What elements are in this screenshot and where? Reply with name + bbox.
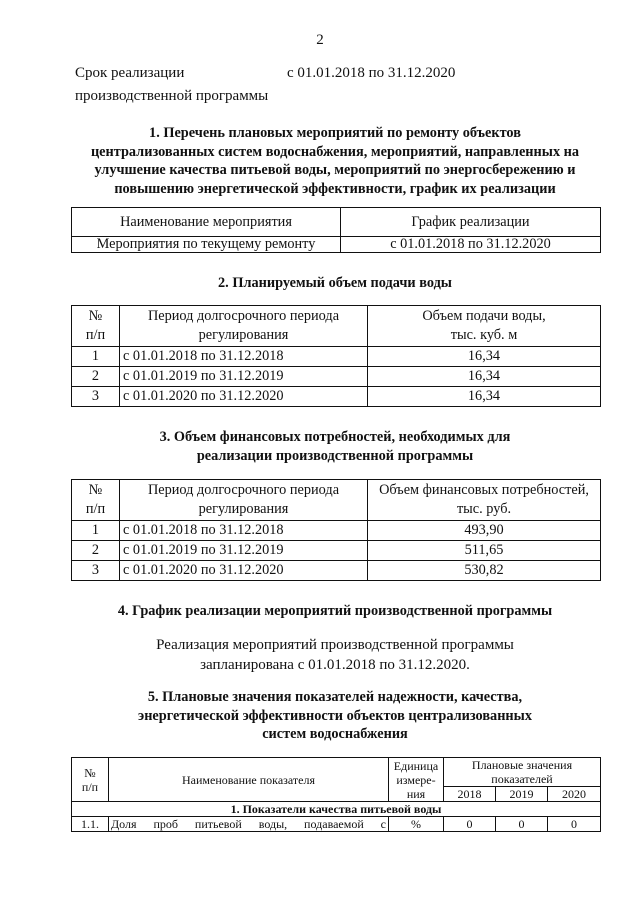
- activity-schedule: с 01.01.2018 по 31.12.2020: [341, 237, 601, 253]
- row-num: 1.1.: [72, 817, 109, 832]
- row-period: с 01.01.2020 по 31.12.2020: [120, 387, 368, 407]
- section3-heading: [55, 428, 615, 465]
- header-unit: Единица измере- ния: [389, 758, 444, 802]
- row-num: 3: [72, 561, 120, 581]
- activities-table: [71, 207, 601, 253]
- header-year: 2019: [496, 787, 548, 802]
- activities-header-name: Наименование мероприятия: [72, 208, 341, 237]
- table-row: [72, 541, 601, 561]
- term-label: [75, 62, 268, 108]
- activity-name: Мероприятия по текущему ремонту: [72, 237, 341, 253]
- indicators-table: [71, 757, 601, 832]
- row-period: с 01.01.2018 по 31.12.2018: [120, 347, 368, 367]
- financial-needs-table: [71, 479, 601, 581]
- section5-heading-line: систем водоснабжения: [262, 726, 408, 742]
- section1-heading-line: централизованных систем водоснабжения, мероприятий, направленных на: [90, 143, 580, 160]
- section4-heading: 4. График реализации мероприятий производственной программы: [117, 603, 553, 619]
- section1-heading-line: повышению энергетической эффективности, график их реализации: [114, 180, 556, 197]
- section4-text-line: запланирована с 01.01.2018 по 31.12.2020.: [200, 657, 470, 673]
- header-num: № п/п: [72, 480, 120, 521]
- row-value-2018: 0: [444, 817, 496, 832]
- row-value: 493,90: [368, 521, 601, 541]
- row-value: 16,34: [368, 347, 601, 367]
- section1-heading-line: улучшение качества питьевой воды, мероприятий по энергосбережению и: [94, 162, 576, 178]
- header-period: Период долгосрочного периода регулирования: [120, 480, 368, 521]
- table-row: [72, 387, 601, 407]
- row-indicator-name: Доля проб питьевой воды, подаваемой с: [109, 817, 389, 832]
- table-row: [72, 817, 601, 832]
- row-period: с 01.01.2019 по 31.12.2019: [120, 541, 368, 561]
- row-period: с 01.01.2020 по 31.12.2020: [120, 561, 368, 581]
- table-row: [72, 521, 601, 541]
- group-row: 1. Показатели качества питьевой воды: [72, 802, 601, 817]
- row-period: с 01.01.2019 по 31.12.2019: [120, 367, 368, 387]
- section2-heading: 2. Планируемый объем подачи воды: [218, 275, 452, 291]
- row-period: с 01.01.2018 по 31.12.2018: [120, 521, 368, 541]
- header-num: № п/п: [72, 306, 120, 347]
- section4-text-line: Реализация мероприятий производственной программы: [156, 637, 514, 653]
- row-value: 16,34: [368, 387, 601, 407]
- row-num: 2: [72, 541, 120, 561]
- term-label-line2: производственной программы: [75, 88, 269, 104]
- row-num: 1: [72, 347, 120, 367]
- header-num: № п/п: [72, 758, 109, 802]
- header-period: Период долгосрочного периода регулирования: [120, 306, 368, 347]
- term-label-line1: Срок реализации: [75, 65, 185, 81]
- table-row: [72, 237, 601, 253]
- header-finance: Объем финансовых потребностей, тыс. руб.: [368, 480, 601, 521]
- section3-heading-line: 3. Объем финансовых потребностей, необходимых для: [159, 429, 511, 445]
- table-row: [72, 347, 601, 367]
- section3-heading-line: реализации производственной программы: [196, 447, 474, 464]
- section5-heading: [55, 688, 615, 744]
- page-number: 2: [316, 32, 324, 48]
- header-year: 2018: [444, 787, 496, 802]
- row-unit: %: [389, 817, 444, 832]
- table-row: [72, 367, 601, 387]
- term-value: с 01.01.2018 по 31.12.2020: [287, 65, 456, 81]
- row-value: 511,65: [368, 541, 601, 561]
- row-num: 3: [72, 387, 120, 407]
- section5-heading-line: 5. Плановые значения показателей надежности, качества,: [147, 689, 523, 705]
- water-supply-table: [71, 305, 601, 407]
- header-volume: Объем подачи воды, тыс. куб. м: [368, 306, 601, 347]
- row-value: 530,82: [368, 561, 601, 581]
- header-planned-values: Плановые значения показателей: [444, 758, 601, 787]
- section5-heading-line: энергетической эффективности объектов централизованных: [138, 707, 532, 724]
- row-num: 1: [72, 521, 120, 541]
- row-value-2020: 0: [548, 817, 601, 832]
- row-value-2019: 0: [496, 817, 548, 832]
- header-year: 2020: [548, 787, 601, 802]
- header-indicator-name: Наименование показателя: [109, 758, 389, 802]
- row-value: 16,34: [368, 367, 601, 387]
- section1-heading: [55, 124, 615, 198]
- row-num: 2: [72, 367, 120, 387]
- table-row: [72, 561, 601, 581]
- section4-text: [55, 635, 615, 675]
- section1-heading-line: 1. Перечень плановых мероприятий по ремонту объектов: [149, 125, 521, 141]
- activities-header-schedule: График реализации: [341, 208, 601, 237]
